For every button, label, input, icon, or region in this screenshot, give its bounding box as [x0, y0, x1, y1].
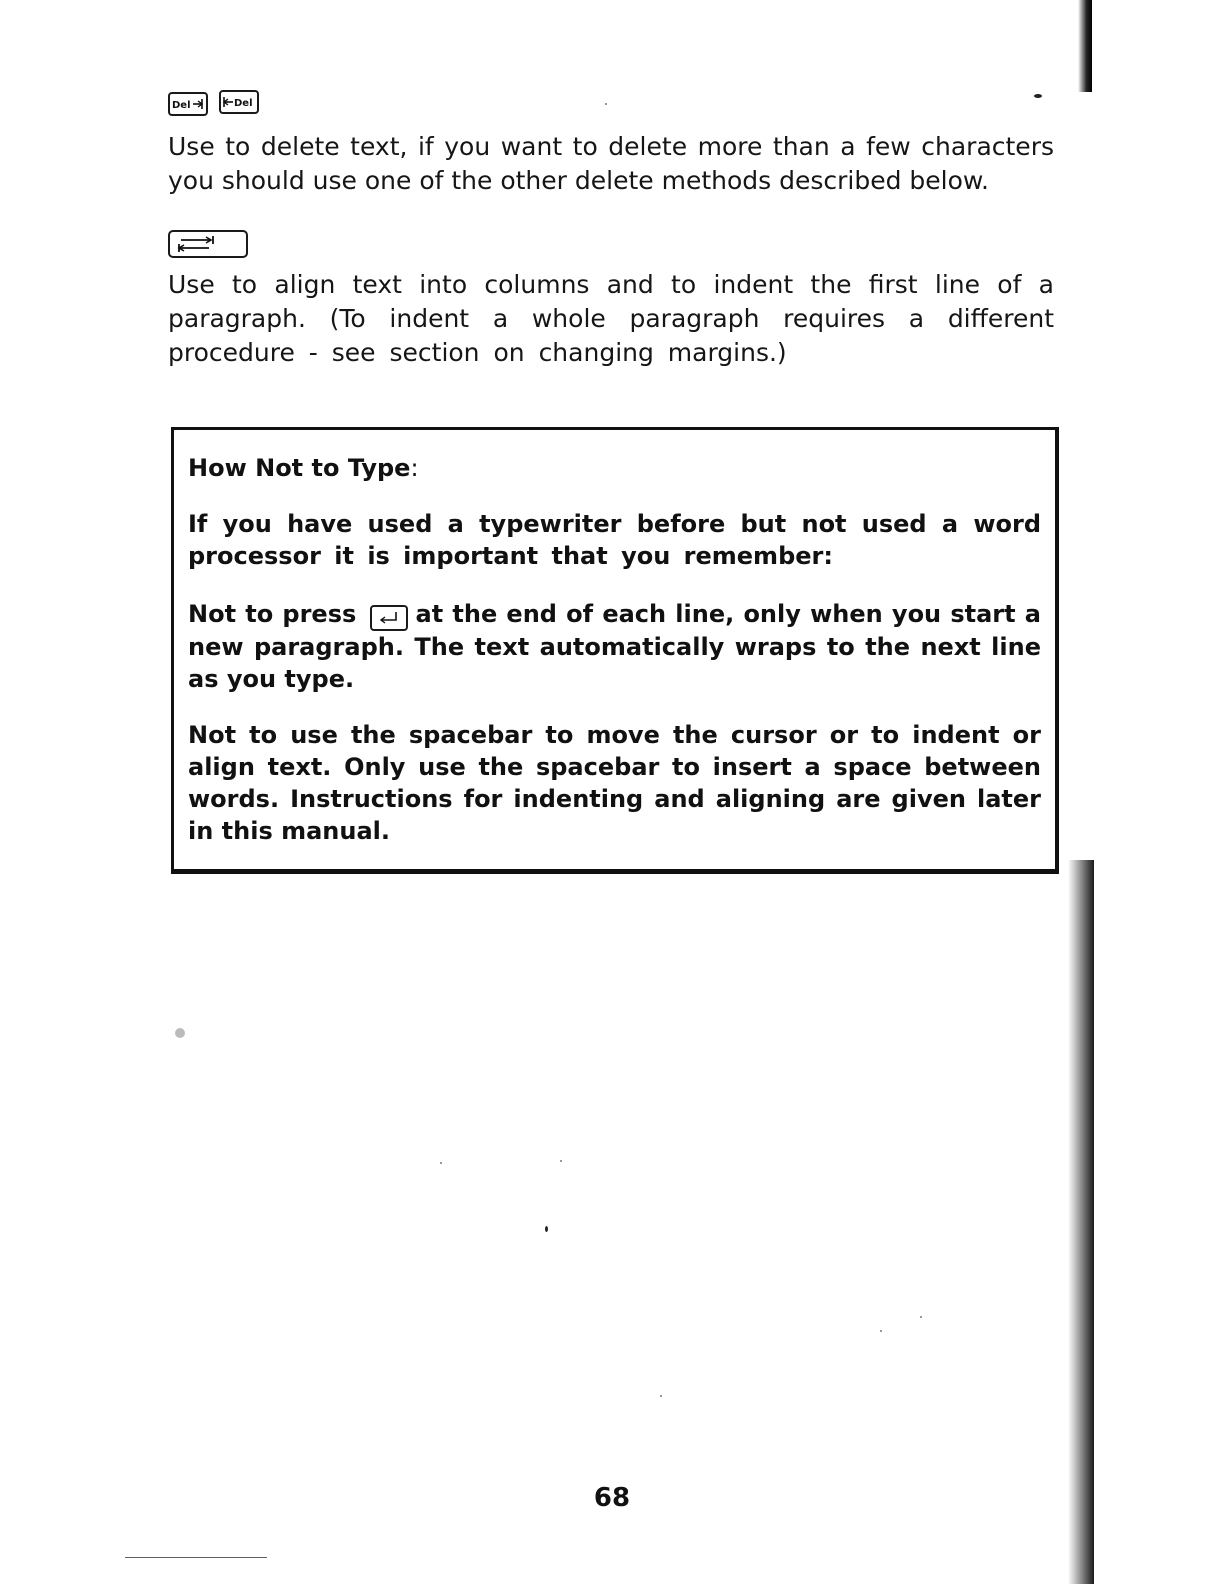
note-return-rule-start: Not to press [188, 600, 357, 628]
delete-left-key-icon [219, 90, 259, 114]
scan-speck [1034, 94, 1042, 98]
note-intro: If you have used a typewriter before but not used a word processor it is important that you remember: [188, 510, 1041, 570]
scan-speck [920, 1316, 922, 1318]
svg-text:Del: Del [172, 100, 191, 111]
scan-speck [880, 1330, 882, 1332]
delete-left-glyph [222, 94, 256, 110]
scan-speck [560, 1160, 562, 1162]
note-return-rule-end: at the end of each line, only when you start a new paragraph. The text automatically wraps to the next line as you type. [188, 600, 1042, 693]
note-title [188, 452, 1041, 484]
tab-key-icon [168, 230, 248, 258]
delete-keys-description: Use to delete text, if you want to delete more than a few characters you should use one of the other delete methods described below. [168, 132, 1054, 195]
scan-blue-line [125, 1557, 267, 1558]
svg-text:Del: Del [234, 98, 253, 109]
scan-speck [605, 103, 607, 105]
scan-speck [440, 1162, 442, 1164]
delete-right-key-icon [168, 92, 208, 116]
tab-arrows-glyph [173, 234, 243, 254]
scan-edge-shadow-right [1068, 860, 1094, 1584]
scan-speck [660, 1395, 662, 1397]
scan-speck [545, 1226, 548, 1232]
tab-key-description: Use to align text into columns and to indent the first line of a paragraph. (To indent a whole paragraph requires a different procedure - see section on changing margins.) [168, 270, 1054, 367]
how-not-to-type-box [171, 427, 1059, 874]
scan-edge-shadow-top [1078, 0, 1092, 92]
page-number: 68 [593, 1483, 631, 1513]
note-return-rule [188, 598, 1041, 695]
return-arrow-glyph [376, 610, 402, 626]
return-key-icon [370, 605, 408, 631]
note-title-colon: : [410, 454, 419, 482]
note-spacebar-rule: Not to use the spacebar to move the cursor or to indent or align text. Only use the spacebar to insert a space between words. Instructions for indenting and aligning are given later in this manual. [188, 721, 1041, 845]
delete-right-glyph [171, 96, 205, 112]
scan-speck [175, 1028, 185, 1038]
note-title-text: How Not to Type [188, 454, 411, 482]
